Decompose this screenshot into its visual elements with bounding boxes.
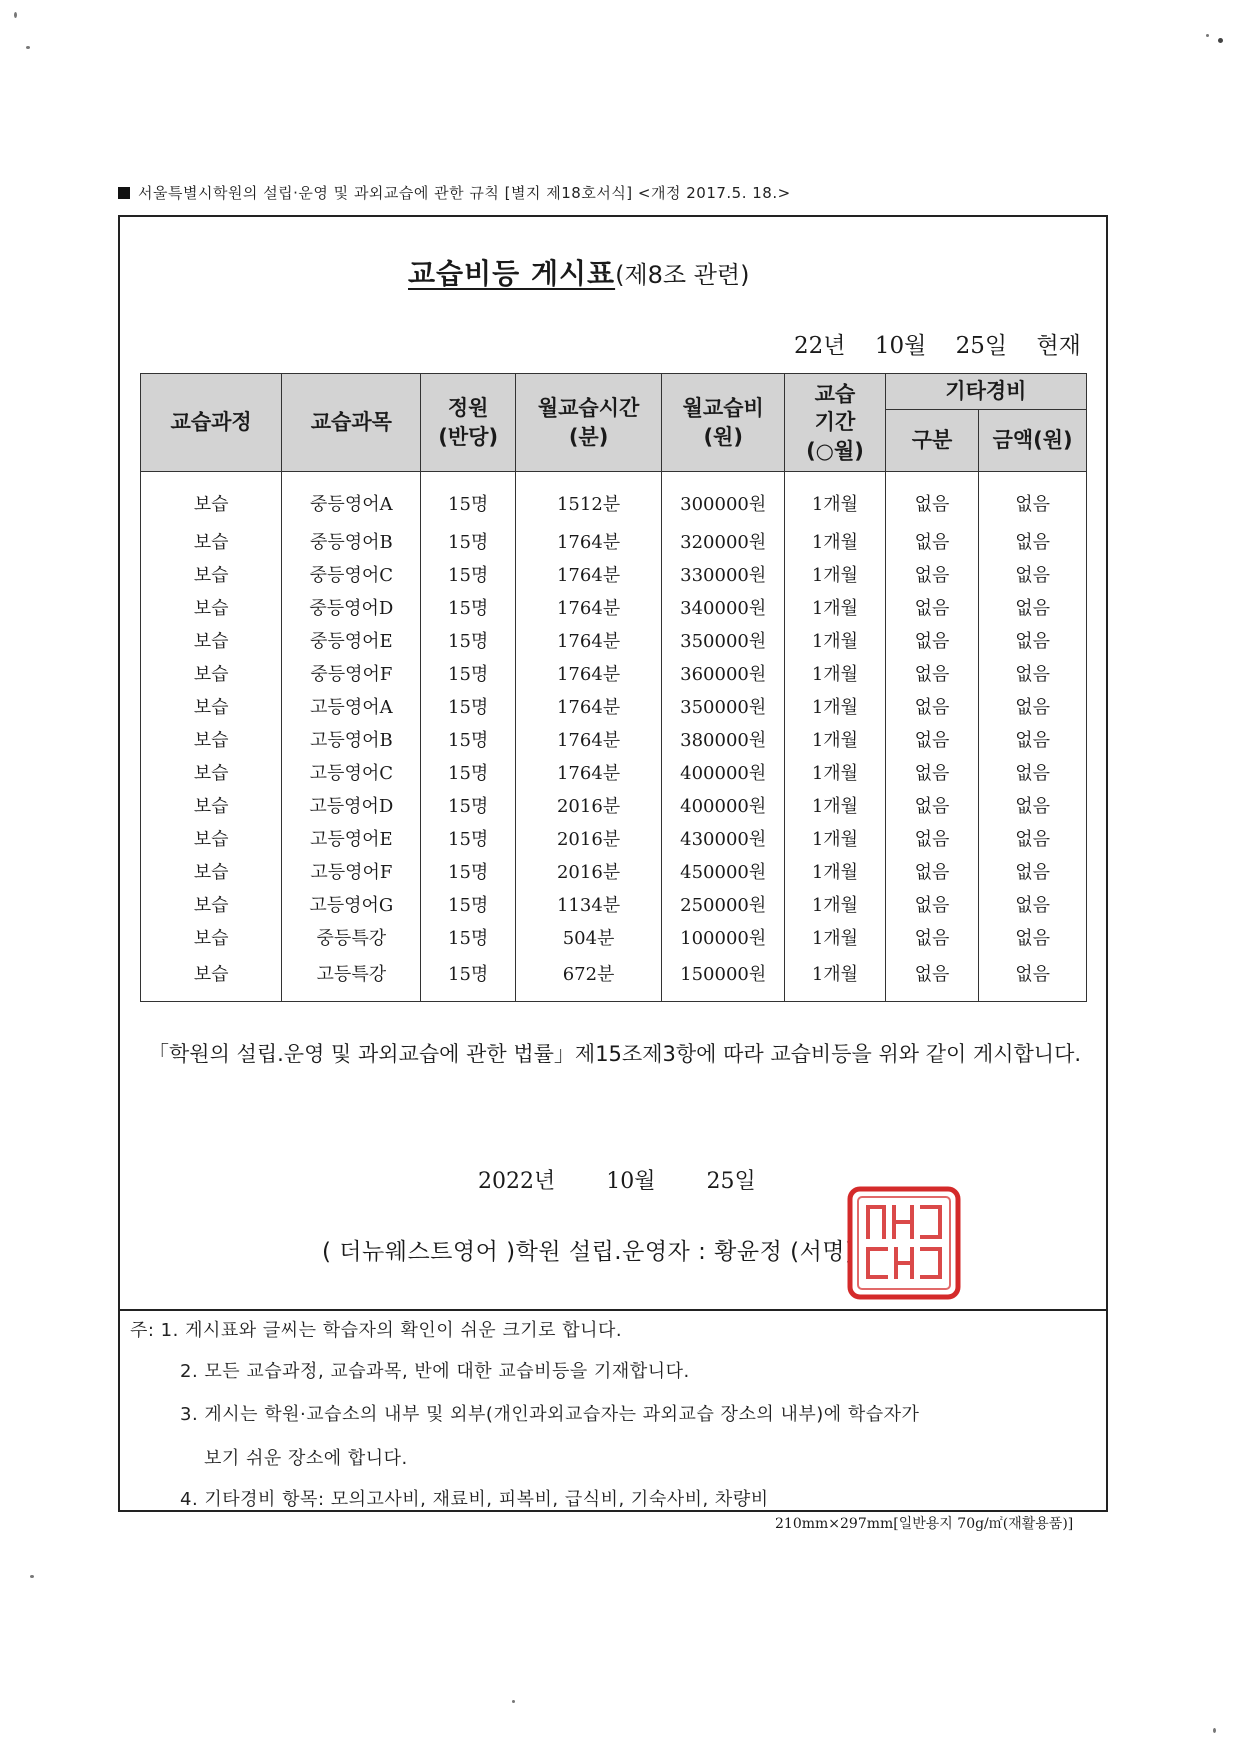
cell-monthly-minutes: 1764분 — [515, 755, 661, 788]
header-period: 교습 기간 (○월) — [785, 374, 886, 472]
cell-subject: 중등특강 — [282, 920, 421, 953]
cell-expense-type: 없음 — [885, 755, 978, 788]
cell-course: 보습 — [141, 788, 282, 821]
cell-monthly-fee: 450000원 — [662, 854, 785, 887]
as-of-date — [794, 327, 1081, 360]
header-course: 교습과정 — [141, 374, 282, 472]
cell-capacity: 15명 — [421, 557, 515, 590]
cell-monthly-minutes: 1764분 — [515, 623, 661, 656]
cell-monthly-minutes: 1764분 — [515, 590, 661, 623]
cell-period: 1개월 — [785, 689, 886, 722]
form-header — [118, 182, 791, 203]
cell-monthly-fee: 330000원 — [662, 557, 785, 590]
cell-subject: 고등영어G — [282, 887, 421, 920]
cell-expense-type: 없음 — [885, 557, 978, 590]
note-1: 주: 1. 게시표와 글씨는 학습자의 확인이 쉬운 크기로 합니다. — [130, 1320, 623, 1341]
cell-expense-amount: 없음 — [979, 689, 1087, 722]
cell-expense-amount: 없음 — [979, 953, 1087, 1002]
cell-subject: 고등영어C — [282, 755, 421, 788]
fee-table — [140, 373, 1087, 1002]
cell-monthly-fee: 360000원 — [662, 656, 785, 689]
as-of-suffix: 현재 — [1036, 333, 1081, 359]
cell-period: 1개월 — [785, 590, 886, 623]
header-monthly-minutes: 월교습시간 (분) — [515, 374, 661, 472]
cell-expense-type: 없음 — [885, 689, 978, 722]
form-header-text: 서울특별시학원의 설립·운영 및 과외교습에 관한 규칙 [별지 제18호서식] <개정 2017.5. 18.> — [138, 184, 791, 202]
cell-expense-type: 없음 — [885, 920, 978, 953]
cell-capacity: 15명 — [421, 920, 515, 953]
cell-subject: 고등영어B — [282, 722, 421, 755]
scan-speck — [14, 12, 17, 18]
cell-subject: 고등영어F — [282, 854, 421, 887]
sign-label: (서명) — [790, 1239, 855, 1265]
cell-period: 1개월 — [785, 887, 886, 920]
cell-capacity: 15명 — [421, 590, 515, 623]
cell-expense-type: 없음 — [885, 590, 978, 623]
table-row — [141, 920, 1087, 953]
cell-capacity: 15명 — [421, 755, 515, 788]
cell-course: 보습 — [141, 755, 282, 788]
cell-monthly-fee: 400000원 — [662, 788, 785, 821]
cell-monthly-fee: 100000원 — [662, 920, 785, 953]
fee-table-body — [141, 472, 1087, 1002]
table-row — [141, 656, 1087, 689]
cell-expense-amount: 없음 — [979, 755, 1087, 788]
table-row — [141, 524, 1087, 557]
cell-period: 1개월 — [785, 722, 886, 755]
cell-monthly-fee: 150000원 — [662, 953, 785, 1002]
cell-expense-amount: 없음 — [979, 788, 1087, 821]
note-3-continued: 보기 쉬운 장소에 합니다. — [204, 1448, 408, 1469]
cell-monthly-fee: 350000원 — [662, 689, 785, 722]
law-statement: 「학원의 설립.운영 및 과외교습에 관한 법률」제15조제3항에 따라 교습비등을 위와 같이 게시합니다. — [148, 1042, 1082, 1066]
sign-day: 25일 — [706, 1169, 756, 1194]
signature-line — [322, 1233, 855, 1266]
cell-capacity: 15명 — [421, 472, 515, 525]
cell-expense-type: 없음 — [885, 854, 978, 887]
cell-capacity: 15명 — [421, 689, 515, 722]
cell-period: 1개월 — [785, 472, 886, 525]
table-row — [141, 590, 1087, 623]
cell-period: 1개월 — [785, 623, 886, 656]
cell-monthly-fee: 250000원 — [662, 887, 785, 920]
cell-expense-amount: 없음 — [979, 722, 1087, 755]
cell-monthly-minutes: 2016분 — [515, 788, 661, 821]
cell-capacity: 15명 — [421, 887, 515, 920]
cell-period: 1개월 — [785, 656, 886, 689]
cell-course: 보습 — [141, 623, 282, 656]
academy-name: 더뉴웨스트영어 — [339, 1239, 499, 1265]
scan-speck — [1206, 34, 1209, 37]
cell-capacity: 15명 — [421, 656, 515, 689]
cell-monthly-minutes: 1764분 — [515, 557, 661, 590]
cell-course: 보습 — [141, 524, 282, 557]
cell-monthly-minutes: 504분 — [515, 920, 661, 953]
cell-subject: 중등영어A — [282, 472, 421, 525]
cell-monthly-fee: 400000원 — [662, 755, 785, 788]
cell-period: 1개월 — [785, 557, 886, 590]
scan-speck — [26, 46, 30, 49]
note-4: 4. 기타경비 항목: 모의고사비, 재료비, 피복비, 급식비, 기숙사비, 차량비 — [180, 1489, 769, 1510]
table-row — [141, 689, 1087, 722]
cell-period: 1개월 — [785, 953, 886, 1002]
cell-monthly-fee: 430000원 — [662, 821, 785, 854]
cell-monthly-fee: 340000원 — [662, 590, 785, 623]
operator-name: 황윤정 — [714, 1239, 783, 1265]
cell-monthly-minutes: 1134분 — [515, 887, 661, 920]
cell-expense-amount: 없음 — [979, 854, 1087, 887]
cell-monthly-minutes: 1764분 — [515, 656, 661, 689]
cell-expense-amount: 없음 — [979, 920, 1087, 953]
cell-expense-amount: 없음 — [979, 821, 1087, 854]
cell-capacity: 15명 — [421, 854, 515, 887]
as-of-month: 10월 — [874, 333, 927, 359]
cell-expense-amount: 없음 — [979, 557, 1087, 590]
cell-course: 보습 — [141, 920, 282, 953]
cell-expense-amount: 없음 — [979, 590, 1087, 623]
cell-course: 보습 — [141, 821, 282, 854]
as-of-day: 25일 — [955, 333, 1008, 359]
header-subject: 교습과목 — [282, 374, 421, 472]
cell-expense-type: 없음 — [885, 722, 978, 755]
table-row — [141, 821, 1087, 854]
scan-speck — [30, 1575, 34, 1578]
cell-expense-type: 없음 — [885, 472, 978, 525]
table-row — [141, 623, 1087, 656]
cell-expense-type: 없음 — [885, 524, 978, 557]
cell-subject: 중등영어B — [282, 524, 421, 557]
scan-speck — [512, 1700, 515, 1703]
cell-period: 1개월 — [785, 788, 886, 821]
cell-course: 보습 — [141, 557, 282, 590]
cell-period: 1개월 — [785, 920, 886, 953]
cell-course: 보습 — [141, 590, 282, 623]
cell-expense-type: 없음 — [885, 887, 978, 920]
cell-monthly-minutes: 1764분 — [515, 722, 661, 755]
sign-year: 2022년 — [478, 1169, 556, 1194]
table-row — [141, 887, 1087, 920]
header-monthly-fee: 월교습비 (원) — [662, 374, 785, 472]
cell-expense-amount: 없음 — [979, 656, 1087, 689]
table-row — [141, 788, 1087, 821]
header-expense-amount: 금액(원) — [979, 410, 1087, 472]
cell-subject: 중등영어D — [282, 590, 421, 623]
cell-subject: 중등영어C — [282, 557, 421, 590]
academy-suffix: )학원 설립.운영자 : — [506, 1239, 707, 1265]
table-row — [141, 722, 1087, 755]
cell-expense-type: 없음 — [885, 656, 978, 689]
header-other-expenses: 기타경비 — [885, 374, 1086, 410]
document-title — [408, 252, 749, 292]
cell-period: 1개월 — [785, 524, 886, 557]
cell-capacity: 15명 — [421, 953, 515, 1002]
cell-monthly-minutes: 1764분 — [515, 689, 661, 722]
scan-speck — [1218, 38, 1223, 43]
table-row — [141, 755, 1087, 788]
cell-monthly-fee: 350000원 — [662, 623, 785, 656]
cell-capacity: 15명 — [421, 788, 515, 821]
cell-monthly-minutes: 2016분 — [515, 821, 661, 854]
cell-expense-amount: 없음 — [979, 524, 1087, 557]
cell-monthly-minutes: 1764분 — [515, 524, 661, 557]
cell-period: 1개월 — [785, 755, 886, 788]
cell-course: 보습 — [141, 953, 282, 1002]
cell-capacity: 15명 — [421, 524, 515, 557]
cell-monthly-minutes: 2016분 — [515, 854, 661, 887]
cell-monthly-fee: 300000원 — [662, 472, 785, 525]
academy-seal — [846, 1185, 962, 1301]
cell-course: 보습 — [141, 656, 282, 689]
cell-expense-amount: 없음 — [979, 887, 1087, 920]
cell-monthly-fee: 380000원 — [662, 722, 785, 755]
cell-expense-type: 없음 — [885, 953, 978, 1002]
header-capacity: 정원 (반당) — [421, 374, 515, 472]
cell-expense-type: 없음 — [885, 788, 978, 821]
cell-subject: 고등영어E — [282, 821, 421, 854]
square-bullet-icon — [118, 187, 130, 199]
cell-expense-type: 없음 — [885, 821, 978, 854]
cell-course: 보습 — [141, 722, 282, 755]
cell-expense-amount: 없음 — [979, 472, 1087, 525]
scan-speck — [1213, 1728, 1216, 1733]
cell-subject: 중등영어F — [282, 656, 421, 689]
document-title-main: 교습비등 게시표 — [408, 257, 616, 290]
cell-capacity: 15명 — [421, 821, 515, 854]
header-expense-type: 구분 — [885, 410, 978, 472]
cell-expense-type: 없음 — [885, 623, 978, 656]
sign-date — [478, 1164, 756, 1195]
cell-monthly-minutes: 672분 — [515, 953, 661, 1002]
cell-capacity: 15명 — [421, 722, 515, 755]
document-title-sub: (제8조 관련) — [615, 261, 750, 289]
cell-period: 1개월 — [785, 854, 886, 887]
paper-spec: 210mm×297mm[일반용지 70g/㎡(재활용품)] — [775, 1516, 1074, 1532]
cell-course: 보습 — [141, 689, 282, 722]
cell-expense-amount: 없음 — [979, 623, 1087, 656]
cell-period: 1개월 — [785, 821, 886, 854]
table-row — [141, 854, 1087, 887]
cell-course: 보습 — [141, 854, 282, 887]
cell-subject: 고등영어A — [282, 689, 421, 722]
table-row — [141, 557, 1087, 590]
table-row — [141, 472, 1087, 525]
cell-course: 보습 — [141, 887, 282, 920]
table-row — [141, 953, 1087, 1002]
cell-monthly-fee: 320000원 — [662, 524, 785, 557]
cell-capacity: 15명 — [421, 623, 515, 656]
cell-course: 보습 — [141, 472, 282, 525]
as-of-year: 22년 — [794, 333, 846, 359]
cell-monthly-minutes: 1512분 — [515, 472, 661, 525]
note-3: 3. 게시는 학원·교습소의 내부 및 외부(개인과외교습자는 과외교습 장소의 내부)에 학습자가 — [180, 1404, 920, 1425]
cell-subject: 중등영어E — [282, 623, 421, 656]
cell-subject: 고등특강 — [282, 953, 421, 1002]
sign-month: 10월 — [606, 1169, 656, 1194]
cell-subject: 고등영어D — [282, 788, 421, 821]
note-2: 2. 모든 교습과정, 교습과목, 반에 대한 교습비등을 기재합니다. — [180, 1361, 690, 1382]
academy-prefix: ( — [322, 1239, 332, 1265]
